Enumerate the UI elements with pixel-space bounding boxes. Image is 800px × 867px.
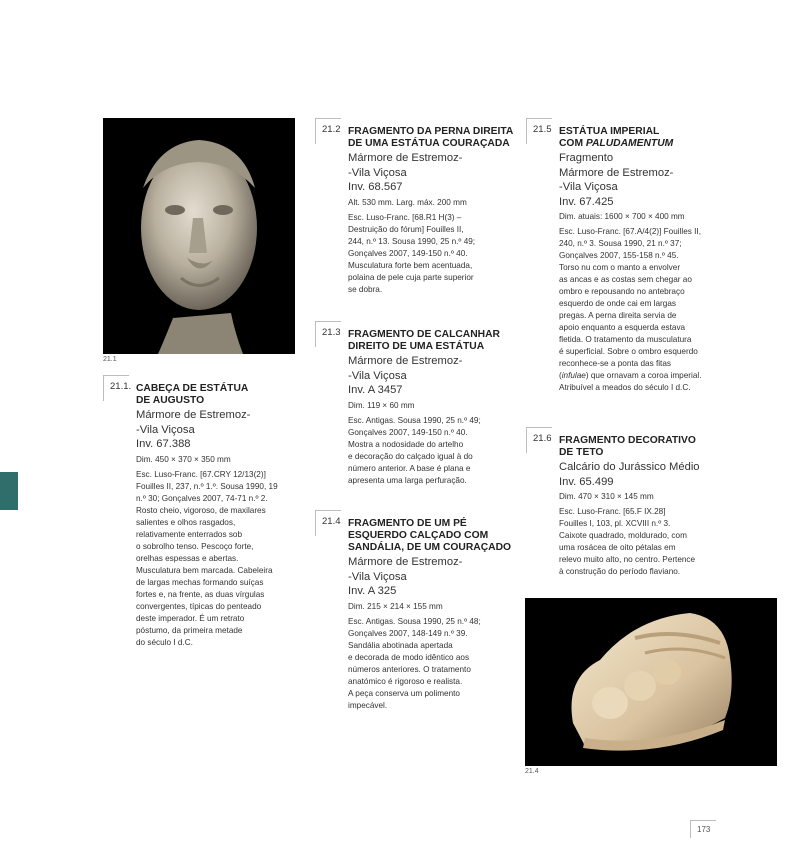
entry-bibliography: Esc. Antigas. Sousa 1990, 25 n.º 49; Gonçalves 2007, 149-150 n.º 40. bbox=[348, 415, 481, 437]
entry-material: Calcário do Jurássico Médio bbox=[559, 461, 700, 473]
entry-description: Musculatura forte bem acentuada, polaina de pele cuja parte superior se dobra. bbox=[348, 260, 474, 294]
entry-dimensions: Dim. 215 × 214 × 155 mm bbox=[348, 601, 443, 611]
photo-head-of-augustus bbox=[103, 118, 295, 354]
entry-title: CABEÇA DE ESTÁTUA DE AUGUSTO bbox=[136, 383, 249, 406]
entry-dimensions: Dim. atuais: 1600 × 700 × 400 mm bbox=[559, 212, 685, 222]
entry-number: 21.1. bbox=[103, 375, 129, 401]
entry-number: 21.6 bbox=[526, 427, 552, 453]
entry-dimensions: Dim. 470 × 310 × 145 mm bbox=[559, 492, 654, 502]
entry-bibliography: Esc. Luso-Franc. [68.R1 H(3) – Destruição do fórum] Fouilles II, 244, n.º 13. Sousa 1990, 25 n.º 49; Gonçalves 2007, 149-150 n.º 40. bbox=[348, 212, 476, 258]
entry-description: Rosto cheio, vigoroso, de maxilares salientes e olhos rasgados, relativamente enterrados sob o sobrolho tenso. Pescoço forte, orelhas espessas e abertas. Musculatura bem marcada. Cabeleira de largas mechas formando suíças fortes e, na frente, as duas vírgulas convergentes, típicas do penteado deste imperador. É um retrato póstumo, da primeira metade do século I d.C. bbox=[136, 505, 273, 647]
entry-material: Mármore de Estremoz- -Vila Viçosa bbox=[136, 409, 251, 436]
entry-material: Mármore de Estremoz- -Vila Viçosa bbox=[348, 556, 463, 583]
photo-sandaled-foot bbox=[525, 598, 777, 766]
entry-number: 21.5 bbox=[526, 118, 552, 144]
entry-inventory: Inv. 68.567 bbox=[348, 181, 403, 194]
entry-description: Sandália abotinada apertada e decorada de modo idêntico aos números anteriores. O tratamento anatómico é rigoroso e realista. A peça conserva um polimento impecável. bbox=[348, 640, 471, 710]
entry-material: Fragmento Mármore de Estremoz- -Vila Viçosa bbox=[559, 152, 674, 194]
entry-material: Mármore de Estremoz- -Vila Viçosa bbox=[348, 355, 463, 382]
chapter-tab bbox=[0, 472, 18, 510]
foot-sculpture-image bbox=[525, 598, 777, 766]
entry-description: Torso nu com o manto a envolver as ancas e as costas sem chegar ao ombro e repousando no antebraço esquerdo de onde cai em largas pregas. A perna direita servia de apoio enquanto a esquerda estava fletida. O tratamento da musculatura é superficial. Sobre o ombro esquerdo reconhece-se a ponta das fitas (infulae) que ornavam a coroa imperial. Atribuível a meados do século I d.C. bbox=[559, 263, 702, 393]
entry-dimensions: Dim. 119 × 60 mm bbox=[348, 400, 415, 410]
entry-title: FRAGMENTO DE CALCANHAR DIREITO DE UMA ESTÁTUA bbox=[348, 329, 500, 352]
entry-title: FRAGMENTO DA PERNA DIREITA DE UMA ESTÁTUA COURAÇADA bbox=[348, 126, 514, 149]
entry-bibliography: Esc. Luso-Franc. [65.F IX.28] Fouilles I, 103, pl. XCVIII n.º 3. bbox=[559, 507, 671, 529]
entry-number: 21.4 bbox=[315, 510, 341, 536]
entry-dimensions: Dim. 450 × 370 × 350 mm bbox=[136, 454, 231, 464]
entry-inventory: Inv. A 3457 bbox=[348, 384, 403, 397]
entry-bibliography: Esc. Luso-Franc. [67.CRY 12/13(2)] Fouilles II, 237, n.º 1.º. Sousa 1990, 19 n.º 30; Gonçalves 2007, 74-71 n.º 2. bbox=[136, 469, 278, 503]
entry-number: 21.2 bbox=[315, 118, 341, 144]
entry-title: FRAGMENTO DE UM PÉ ESQUERDO CALÇADO COM SANDÁLIA, DE UM COURAÇADO bbox=[348, 518, 512, 553]
entry-bibliography: Esc. Luso-Franc. [67.A/4(2)] Fouilles II, 240, n.º 3. Sousa 1990, 21 n.º 37; Gonçalves 2007, 155-158 n.º 45. bbox=[559, 227, 701, 261]
entry-material: Mármore de Estremoz- -Vila Viçosa bbox=[348, 152, 463, 179]
entry-dimensions: Alt. 530 mm. Larg. máx. 200 mm bbox=[348, 197, 467, 207]
entry-inventory: Inv. 67.388 bbox=[136, 438, 191, 451]
head-sculpture-image bbox=[103, 118, 295, 354]
entry-inventory: Inv. A 325 bbox=[348, 585, 397, 598]
entry-inventory: Inv. 65.499 bbox=[559, 475, 614, 488]
photo-caption-21-1: 21.1 bbox=[103, 356, 117, 363]
entry-title: FRAGMENTO DECORATIVO DE TETO bbox=[559, 435, 696, 458]
entry-description: Caixote quadrado, moldurado, com uma rosácea de oito pétalas em relevo muito alto, no centro. Pertence à construção do período flaviano. bbox=[559, 531, 696, 577]
entry-inventory: Inv. 67.425 bbox=[559, 195, 614, 208]
entry-description: Mostra a nodosidade do artelho e decoração do calçado igual à do número anterior. A base é plana e apresenta uma larga perfuração. bbox=[348, 439, 473, 485]
page-number: 173 bbox=[690, 820, 716, 838]
entry-bibliography: Esc. Antigas. Sousa 1990, 25 n.º 48; Gonçalves 2007, 148-149 n.º 39. bbox=[348, 616, 481, 638]
photo-caption-21-4: 21.4 bbox=[525, 768, 539, 775]
entry-number: 21.3 bbox=[315, 321, 341, 347]
entry-title: ESTÁTUA IMPERIAL COM PALUDAMENTUM bbox=[559, 126, 674, 149]
